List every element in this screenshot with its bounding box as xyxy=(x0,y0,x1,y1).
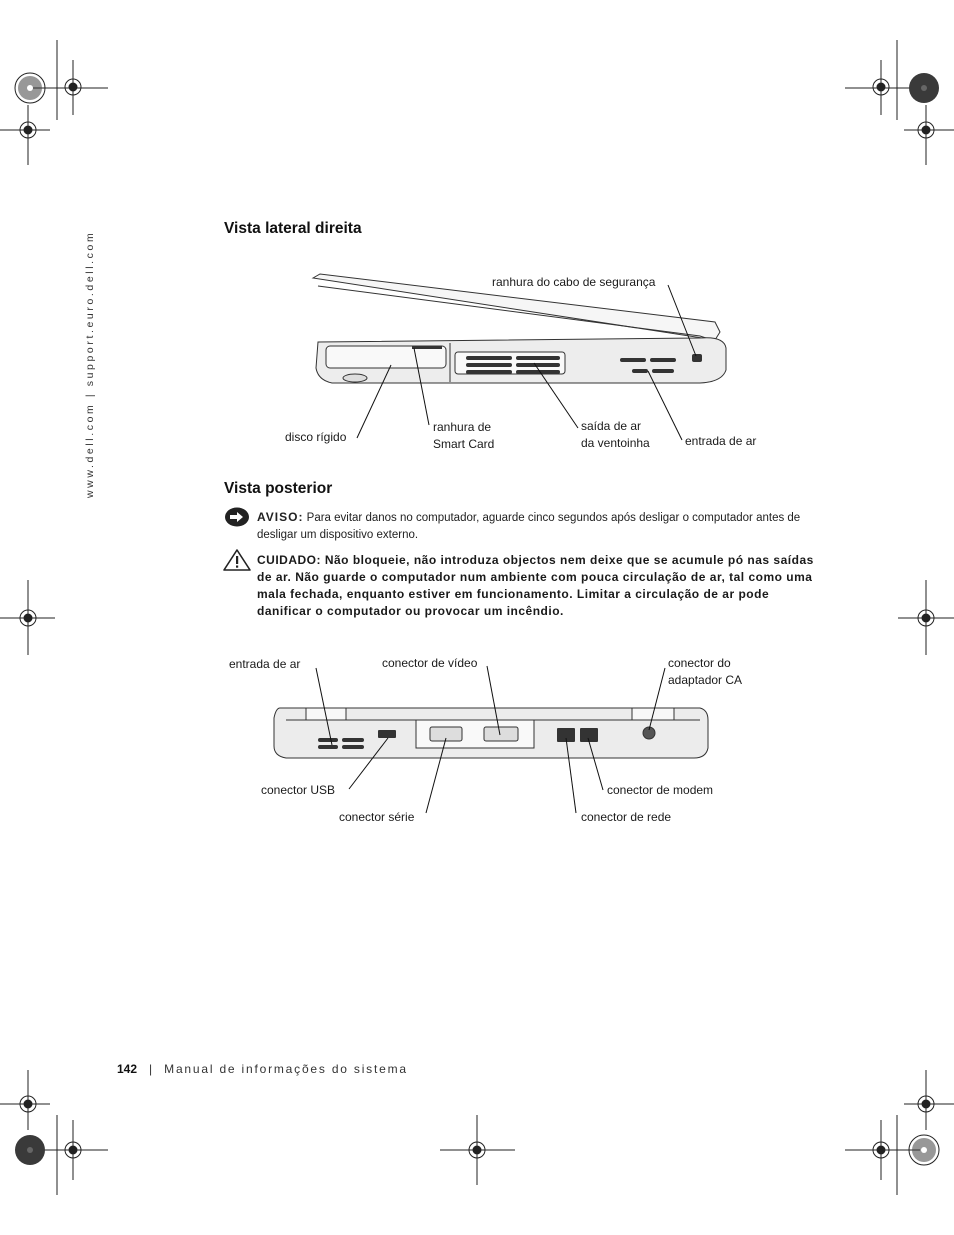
label-security-slot: ranhura do cabo de segurança xyxy=(492,275,656,289)
label-network-connector: conector de rede xyxy=(581,810,672,824)
label-ac-adapter-2: adaptador CA xyxy=(668,673,743,687)
section-title-right-view: Vista lateral direita xyxy=(224,220,362,237)
notice-head: AVISO: xyxy=(257,510,304,524)
caution-head: CUIDADO: xyxy=(257,553,321,567)
manual-title: Manual de informações do sistema xyxy=(164,1062,408,1076)
caution-text: Não bloqueie, não introduza objectos nem deixe que se acumule pó nas saídas de ar. Não guarde o computador num ambiente com pouca circulação de ar, tal como uma mala fechada, enquanto estiver em funcionamento. Limitar a circulação de ar pode danificar o computador ou provocar um incêndio. xyxy=(257,553,814,618)
label-smart-card-2: Smart Card xyxy=(433,437,495,451)
label-hard-drive: disco rígido xyxy=(285,430,347,444)
notice-text: Para evitar danos no computador, aguarde cinco segundos após desligar o computador antes de desligar um dispositivo externo. xyxy=(257,512,801,541)
label-serial-connector: conector série xyxy=(339,810,415,824)
label-smart-card-1: ranhura de xyxy=(433,420,492,434)
section-title-back-view: Vista posterior xyxy=(224,480,333,497)
label-ac-adapter-1: conector do xyxy=(668,656,731,670)
label-fan-vent-1: saída de ar xyxy=(581,419,642,433)
label-video-connector: conector de vídeo xyxy=(382,656,478,670)
sidebar-url: www.dell.com | support.euro.dell.com xyxy=(84,230,96,498)
page-footer xyxy=(117,1062,408,1076)
footer-separator: | xyxy=(149,1062,153,1076)
label-air-intake-right: entrada de ar xyxy=(685,434,757,448)
label-modem-connector: conector de modem xyxy=(607,783,714,797)
label-usb-connector: conector USB xyxy=(261,783,336,797)
label-air-intake-back: entrada de ar xyxy=(229,657,301,671)
label-fan-vent-2: da ventoinha xyxy=(581,436,650,450)
page-number: 142 xyxy=(117,1062,138,1076)
